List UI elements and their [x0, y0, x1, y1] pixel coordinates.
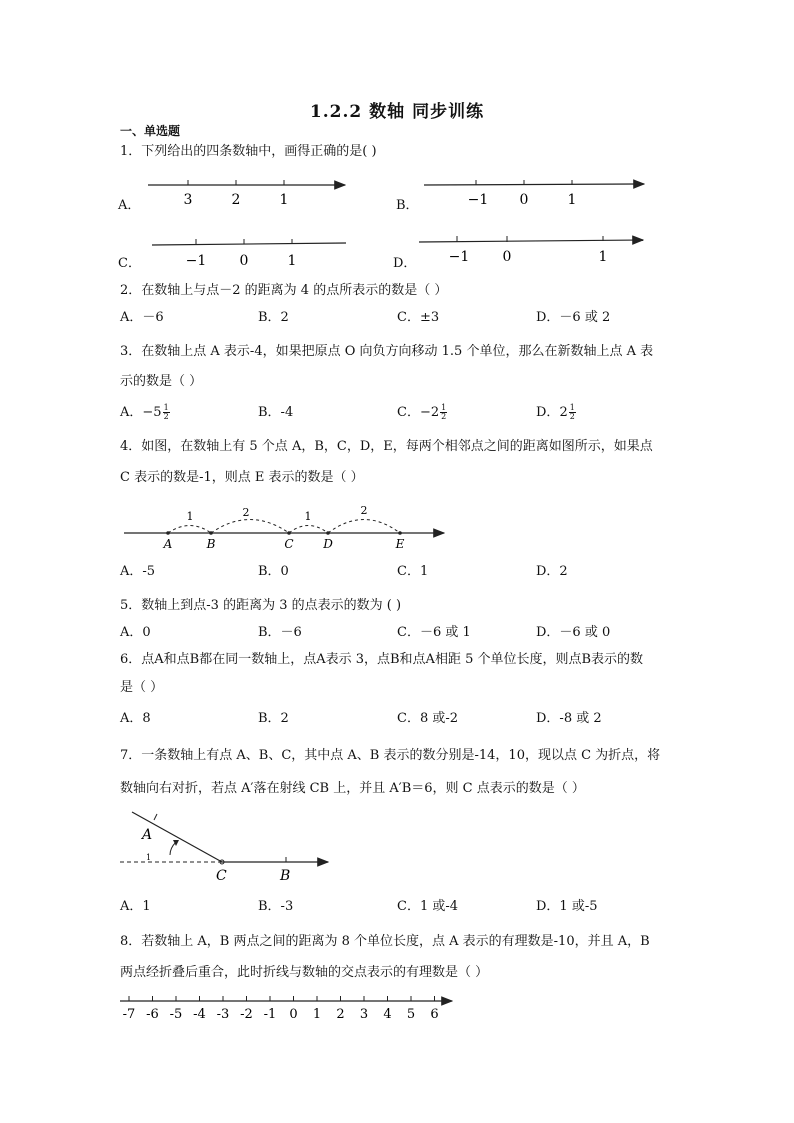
q8-tick-label: 4 — [383, 1007, 392, 1022]
q7-label-one: 1 — [146, 853, 152, 862]
q1d-tick-label: −1 — [448, 249, 470, 265]
q5-option-c: C．－6 或 1 — [397, 625, 471, 640]
q3c-whole: −2 — [419, 405, 440, 420]
q8-tick-label: -6 — [146, 1007, 159, 1022]
q2-option-c: C．±3 — [397, 310, 440, 325]
q1c-tick-label: −1 — [185, 253, 207, 269]
q1-option-d-numberline — [415, 228, 650, 268]
q4-point-label: A — [163, 537, 173, 551]
q8-tick-label: 5 — [406, 1007, 416, 1022]
q5-option-b: B．－6 — [258, 625, 302, 640]
q1-option-c-numberline — [150, 230, 350, 270]
q4-distance: 2 — [360, 504, 368, 517]
q5-option-a: A．0 — [120, 625, 151, 640]
q4-stem-line1: 4．如图，在数轴上有 5 个点 A，B，C，D，E，每两个相邻点之间的距离如图所示，如果点 — [120, 439, 653, 454]
q8-tick-label: 6 — [430, 1007, 439, 1022]
q1-option-c-label: C． — [118, 256, 141, 271]
q7-fold-diagram — [118, 810, 338, 885]
q3a-label: A． — [120, 405, 143, 420]
q2-option-b: B．2 — [258, 310, 289, 325]
q3d-whole: 2 — [559, 405, 568, 420]
q1b-tick-label: −1 — [467, 192, 489, 208]
q1b-tick-label: 0 — [519, 192, 529, 208]
q8-tick-label: 1 — [312, 1007, 322, 1022]
q6-option-c: C．8 或-2 — [397, 711, 459, 726]
q6-stem-line2: 是（ ） — [120, 680, 164, 695]
q3a-den: 2 — [163, 412, 169, 421]
q1a-tick-label: 3 — [183, 192, 193, 208]
q1d-tick-label: 0 — [502, 249, 512, 265]
q2-option-a: A．－6 — [120, 310, 164, 325]
q5-option-d: D．－6 或 0 — [536, 625, 611, 640]
q1a-tick-label: 1 — [279, 192, 289, 208]
q3-option-b: B．-4 — [258, 405, 294, 420]
page-title: 1.2.2 数轴 同步训练 — [309, 102, 485, 122]
q3d-fraction — [569, 404, 576, 421]
q4-point-label: B — [206, 537, 216, 551]
q3-option-c — [397, 404, 447, 422]
q7-option-b: B．-3 — [258, 899, 294, 914]
q3a-whole: −5 — [142, 405, 162, 420]
q8-tick-label: -3 — [216, 1007, 230, 1022]
q2-option-d: D．－6 或 2 — [536, 310, 611, 325]
q7-label-b: B — [280, 868, 291, 884]
q1-option-d-label: D． — [393, 256, 417, 271]
q4-point-label: D — [323, 537, 333, 551]
q3d-den: 2 — [569, 412, 575, 421]
q1c-tick-label: 0 — [239, 253, 249, 269]
q1-stem: 1．下列给出的四条数轴中，画得正确的是( ) — [120, 144, 377, 159]
q3c-fraction — [440, 404, 447, 421]
q8-stem-line2: 两点经折叠后重合，此时折线与数轴的交点表示的有理数是（ ） — [120, 965, 489, 980]
q4-numberline-diagram — [120, 500, 450, 552]
q4-point-label: C — [284, 537, 294, 551]
q4-stem-line2: C 表示的数是-1，则点 E 表示的数是（ ） — [120, 470, 364, 485]
q7-stem-line2: 数轴向右对折，若点 A′落在射线 CB 上，并且 A′B＝6，则 C 点表示的数是（ ） — [120, 781, 585, 796]
q6-option-b: B．2 — [258, 711, 289, 726]
q4-option-a: A．-5 — [120, 564, 156, 579]
q1c-tick-label: 1 — [287, 253, 297, 269]
q7-label-a: A — [142, 827, 153, 843]
q5-stem: 5．数轴上到点-3 的距离为 3 的点表示的数为 ( ) — [120, 598, 402, 613]
q7-option-d: D．1 或-5 — [536, 899, 598, 914]
q3d-label: D． — [536, 405, 560, 420]
q4-point-label: E — [395, 537, 405, 551]
q1a-tick-label: 2 — [231, 192, 241, 208]
q8-numberline — [118, 992, 458, 1024]
q1-option-a-label: A． — [118, 198, 141, 213]
q3d-num: 1 — [569, 403, 575, 412]
q4-option-b: B．0 — [258, 564, 289, 579]
q4-option-c: C．1 — [397, 564, 429, 579]
q8-tick-label: -5 — [169, 1007, 183, 1022]
q3-stem-line1: 3．在数轴上点 A 表示-4，如果把原点 O 向负方向移动 1.5 个单位，那么在新数轴上点 A 表 — [120, 344, 654, 359]
q7-option-a: A．1 — [120, 899, 151, 914]
q1-option-b-numberline — [420, 170, 650, 210]
q4-distance: 2 — [242, 506, 250, 519]
q3a-fraction — [163, 404, 170, 421]
q1b-tick-label: 1 — [567, 192, 577, 208]
q4-distance: 1 — [304, 510, 312, 523]
q8-tick-label: 3 — [359, 1007, 369, 1022]
q7-option-c: C．1 或-4 — [397, 899, 459, 914]
q3a-num: 1 — [163, 403, 169, 412]
q8-stem-line1: 8．若数轴上 A，B 两点之间的距离为 8 个单位长度，点 A 表示的有理数是-10，并且 A，B — [120, 934, 650, 949]
q2-stem: 2．在数轴上与点－2 的距离为 4 的点所表示的数是（ ） — [120, 283, 448, 298]
q6-stem-line1: 6．点A和点B都在同一数轴上，点A表示 3，点B和点A相距 5 个单位长度，则点B表示的数 — [120, 652, 644, 667]
q3-option-a — [120, 404, 170, 422]
q6-option-d: D．-8 或 2 — [536, 711, 602, 726]
section-heading: 一、单选题 — [120, 124, 181, 138]
q1-option-a-numberline — [140, 170, 360, 210]
q6-option-a: A．8 — [120, 711, 151, 726]
q4-distance: 1 — [186, 510, 194, 523]
q7-label-c: C — [216, 868, 227, 884]
q3-stem-line2: 示的数是（ ） — [120, 374, 203, 389]
q4-option-d: D．2 — [536, 564, 568, 579]
q8-tick-label: -4 — [193, 1007, 206, 1022]
q3c-den: 2 — [441, 412, 447, 421]
q3-option-d — [536, 404, 576, 422]
q1d-tick-label: 1 — [598, 249, 608, 265]
q8-tick-label: 2 — [336, 1007, 345, 1022]
q8-tick-label: 0 — [289, 1007, 298, 1022]
q8-tick-label: -7 — [122, 1007, 136, 1022]
q3c-label: C． — [397, 405, 420, 420]
q1-option-b-label: B． — [396, 198, 419, 213]
q7-stem-line1: 7．一条数轴上有点 A、B、C，其中点 A、B 表示的数分别是-14，10，现以点 C 为折点，将 — [120, 748, 661, 763]
q8-tick-label: -1 — [263, 1007, 277, 1022]
q3c-num: 1 — [441, 403, 447, 412]
q8-tick-label: -2 — [240, 1007, 253, 1022]
